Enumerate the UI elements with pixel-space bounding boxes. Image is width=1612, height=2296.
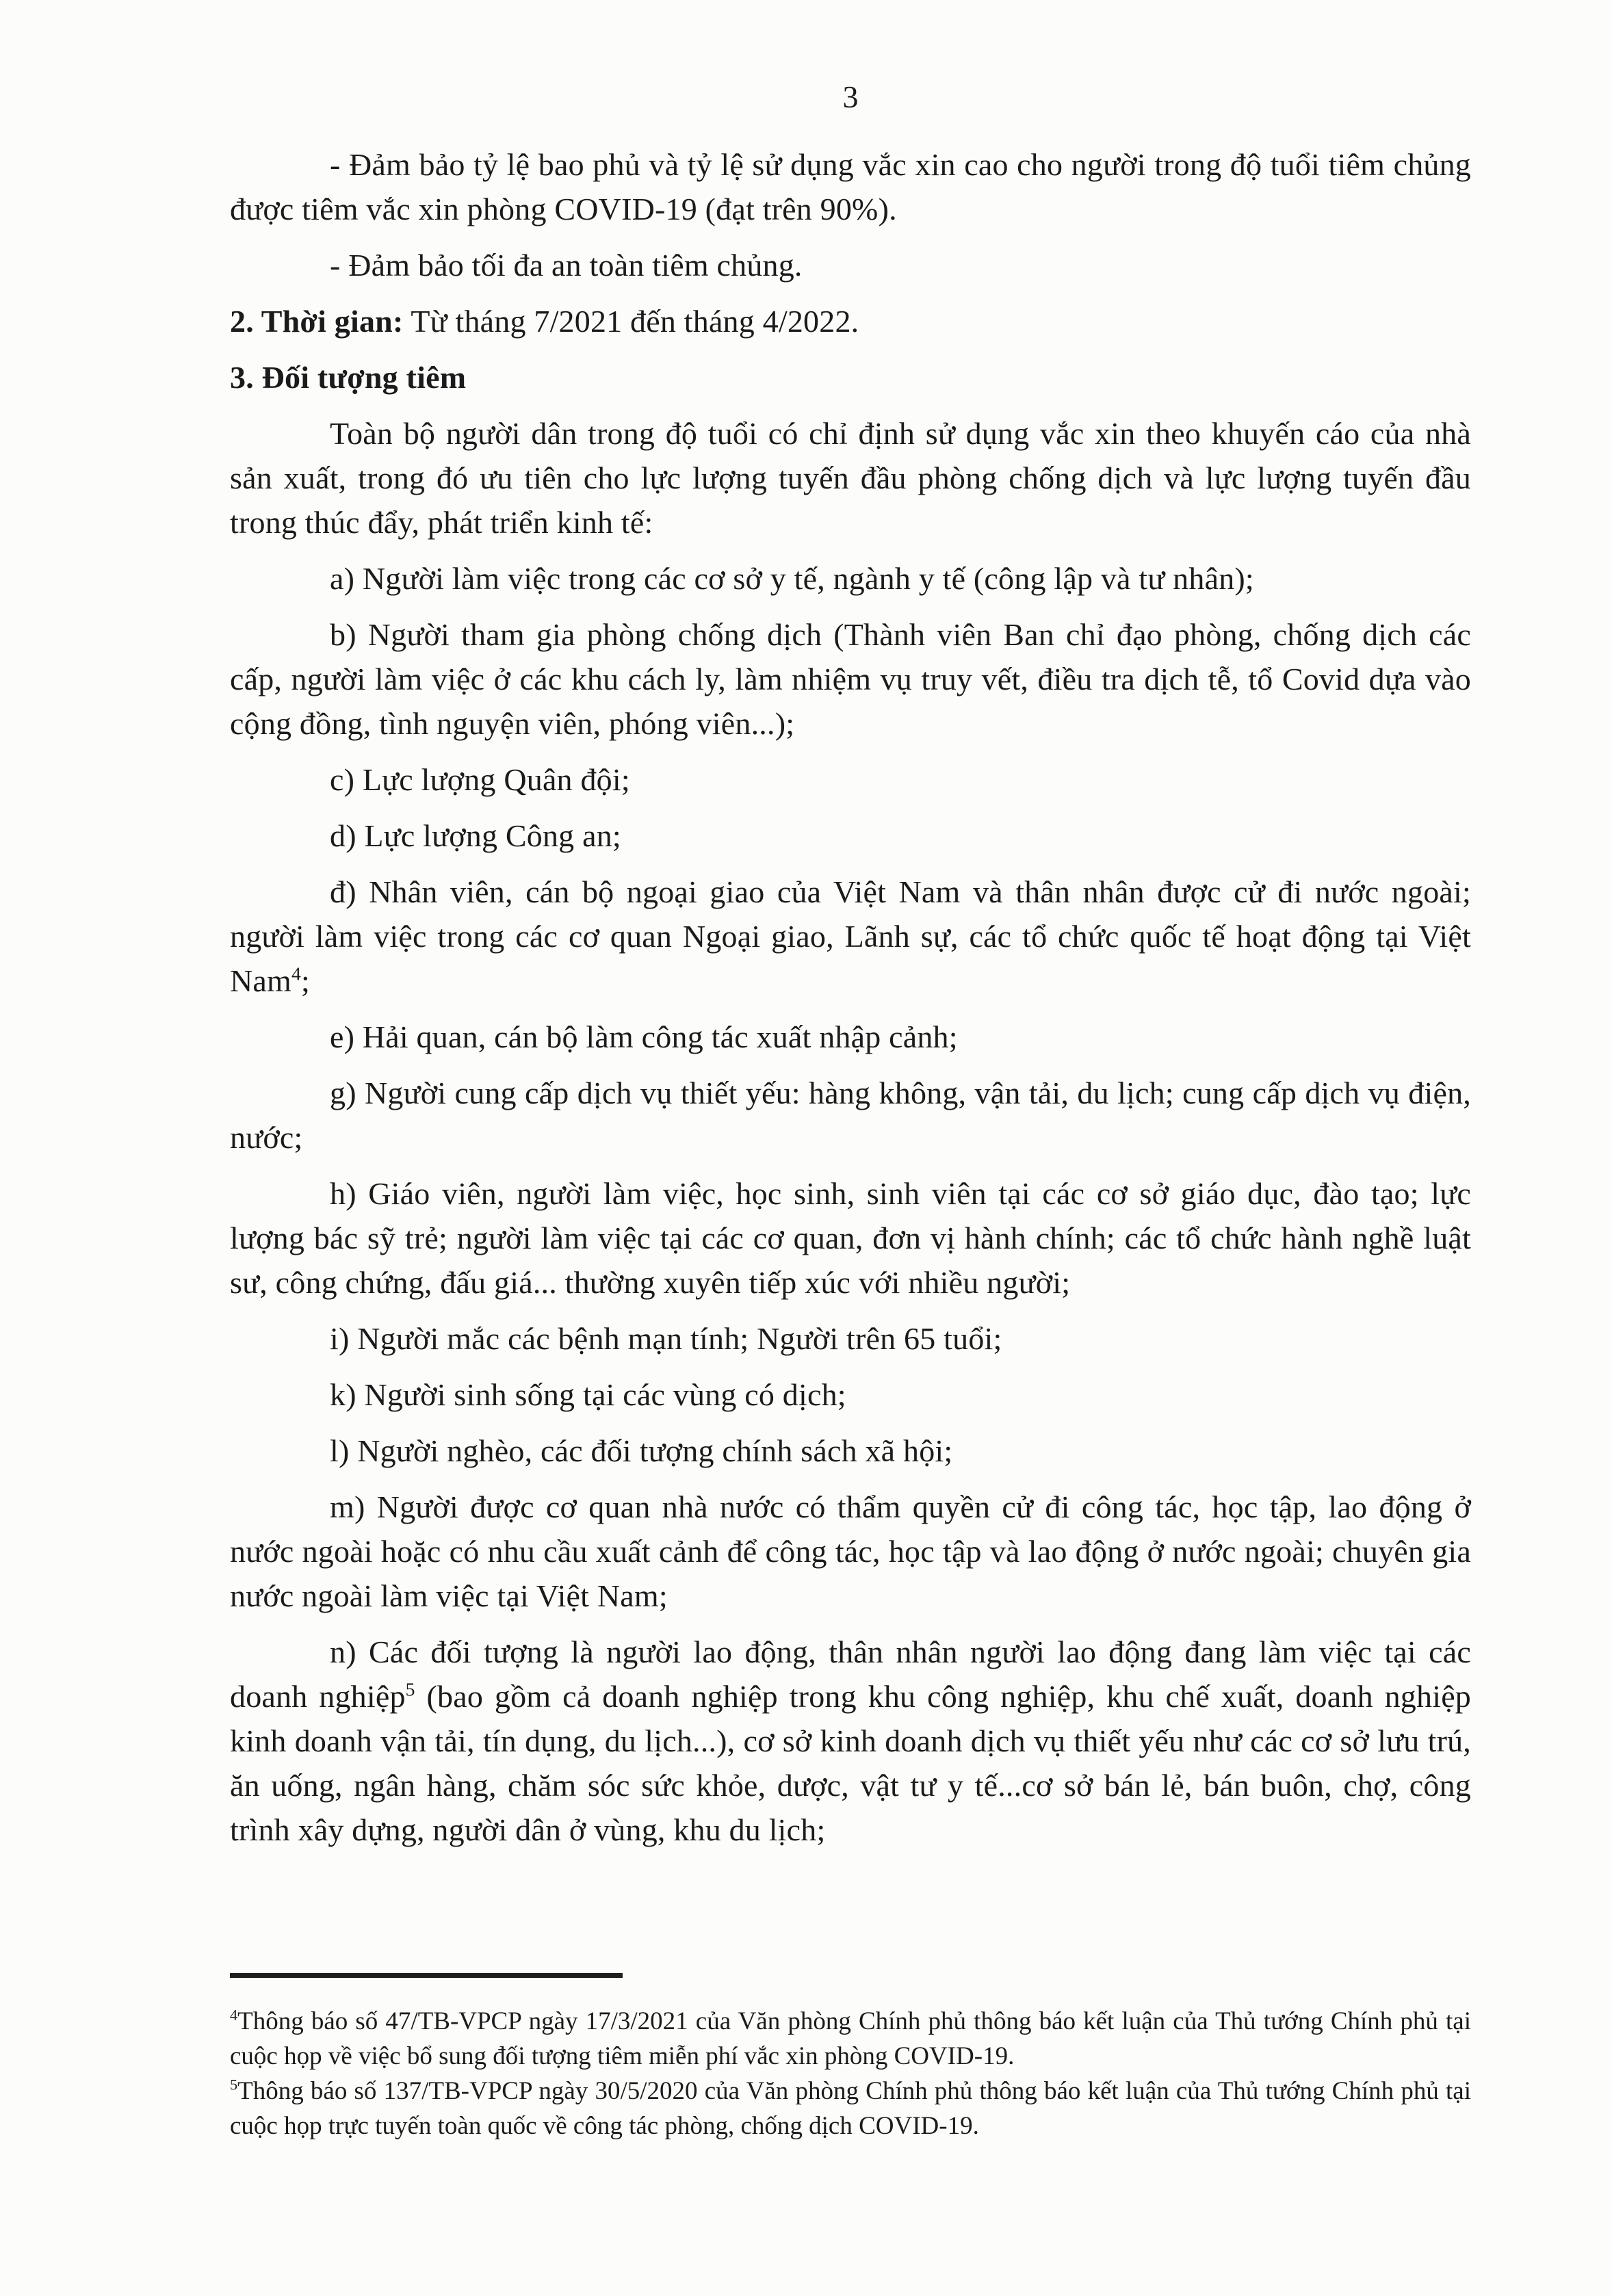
paragraph xyxy=(230,870,1471,1003)
paragraph xyxy=(230,243,1471,287)
text-run: a) Người làm việc trong các cơ sở y tế, ngành y tế (công lập và tư nhân); xyxy=(330,561,1254,596)
text-run: đ) Nhân viên, cán bộ ngoại giao của Việt Nam và thân nhân được cử đi nước ngoài; người làm việc trong các cơ quan Ngoại giao, Lãnh sự, các tổ chức quốc tế hoạt động tại Việt Nam xyxy=(230,874,1471,998)
paragraph xyxy=(230,1485,1471,1618)
footnotes-list xyxy=(230,2004,1471,2143)
paragraph xyxy=(230,612,1471,746)
footnote-marker: 5 xyxy=(230,2076,238,2093)
text-run: e) Hải quan, cán bộ làm công tác xuất nhập cảnh; xyxy=(330,1019,958,1054)
footnote-text: Thông báo số 137/TB-VPCP ngày 30/5/2020 của Văn phòng Chính phủ thông báo kết luận của Thủ tướng Chính phủ tại cuộc họp trực tuyến toàn quốc về công tác phòng, chống dịch COVID-19. xyxy=(230,2077,1471,2140)
paragraph xyxy=(230,1372,1471,1417)
text-run: (bao gồm cả doanh nghiệp trong khu công nghiệp, khu chế xuất, doanh nghiệp kinh doanh vận tải, tín dụng, du lịch...), cơ sở kinh doanh dịch vụ thiết yếu như các cơ sở lưu trú, ăn uống, ngân hàng, chăm sóc sức khỏe, dược, vật tư y tế...cơ sở bán lẻ, bán buôn, chợ, công trình xây dựng, người dân ở vùng, khu du lịch; xyxy=(230,1679,1472,1847)
paragraph xyxy=(230,556,1471,601)
text-run: k) Người sinh sống tại các vùng có dịch; xyxy=(330,1377,846,1412)
text-run: 3. Đối tượng tiêm xyxy=(230,360,467,395)
text-run: 2. Thời gian: xyxy=(230,304,404,339)
paragraph xyxy=(230,299,1471,343)
text-run: n) Các đối tượng là người lao động, thân nhân người lao động đang làm việc tại các doanh nghiệp xyxy=(230,1634,1471,1714)
text-run: - Đảm bảo tối đa an toàn tiêm chủng. xyxy=(330,248,803,283)
text-run: b) Người tham gia phòng chống dịch (Thành viên Ban chỉ đạo phòng, chống dịch các cấp, người làm việc ở các khu cách ly, làm nhiệm vụ truy vết, điều tra dịch tễ, tổ Covid dựa vào cộng đồng, tình nguyện viên, phóng viên...); xyxy=(230,617,1471,741)
text-run: ; xyxy=(301,963,311,998)
paragraph xyxy=(230,1071,1471,1160)
footnote-reference: 4 xyxy=(291,963,302,984)
paragraph xyxy=(230,1015,1471,1059)
footnote-text: Thông báo số 47/TB-VPCP ngày 17/3/2021 của Văn phòng Chính phủ thông báo kết luận của Thủ tướng Chính phủ tại cuộc họp về việc bổ sung đối tượng tiêm miễn phí vắc xin phòng COVID-19. xyxy=(230,2007,1471,2070)
text-run: d) Lực lượng Công an; xyxy=(330,818,621,853)
text-run: h) Giáo viên, người làm việc, học sinh, sinh viên tại các cơ sở giáo dục, đào tạo; lực lượng bác sỹ trẻ; người làm việc tại các cơ quan, đơn vị hành chính; các tổ chức hành nghề luật sư, công chứng, đấu giá... thường xuyên tiếp xúc với nhiều người; xyxy=(230,1176,1471,1300)
document-body xyxy=(230,142,1471,1864)
footnote-reference: 5 xyxy=(405,1678,415,1700)
paragraph xyxy=(230,1429,1471,1473)
text-run: - Đảm bảo tỷ lệ bao phủ và tỷ lệ sử dụng vắc xin cao cho người trong độ tuổi tiêm chủng được tiêm vắc xin phòng COVID-19 (đạt trên 90%). xyxy=(230,147,1471,226)
footnote xyxy=(230,2074,1471,2143)
paragraph xyxy=(230,411,1471,545)
paragraph xyxy=(230,813,1471,858)
paragraph xyxy=(230,142,1471,231)
text-run: m) Người được cơ quan nhà nước có thẩm quyền cử đi công tác, học tập, lao động ở nước ngoài hoặc có nhu cầu xuất cảnh để công tác, học tập và lao động ở nước ngoài; chuyên gia nước ngoài làm việc tại Việt Nam; xyxy=(230,1489,1471,1613)
text-run: Toàn bộ người dân trong độ tuổi có chỉ định sử dụng vắc xin theo khuyến cáo của nhà sản xuất, trong đó ưu tiên cho lực lượng tuyến đầu phòng chống dịch và lực lượng tuyến đầu trong thúc đẩy, phát triển kinh tế: xyxy=(230,416,1471,540)
paragraph xyxy=(230,1630,1471,1852)
footnote xyxy=(230,2004,1471,2074)
paragraph xyxy=(230,355,1471,400)
paragraph xyxy=(230,1316,1471,1361)
footnote-separator-rule xyxy=(230,1973,623,1978)
text-run: i) Người mắc các bệnh mạn tính; Người trên 65 tuổi; xyxy=(330,1321,1002,1356)
text-run: l) Người nghèo, các đối tượng chính sách xã hội; xyxy=(330,1433,953,1468)
text-run: g) Người cung cấp dịch vụ thiết yếu: hàng không, vận tải, du lịch; cung cấp dịch vụ điện, nước; xyxy=(230,1075,1471,1155)
text-run: c) Lực lượng Quân đội; xyxy=(330,762,630,797)
footnote-area xyxy=(230,1973,1471,2143)
footnote-marker: 4 xyxy=(230,2006,238,2024)
paragraph xyxy=(230,1171,1471,1305)
page-number: 3 xyxy=(842,79,859,114)
text-run: Từ tháng 7/2021 đến tháng 4/2022. xyxy=(403,304,859,339)
paragraph xyxy=(230,757,1471,802)
